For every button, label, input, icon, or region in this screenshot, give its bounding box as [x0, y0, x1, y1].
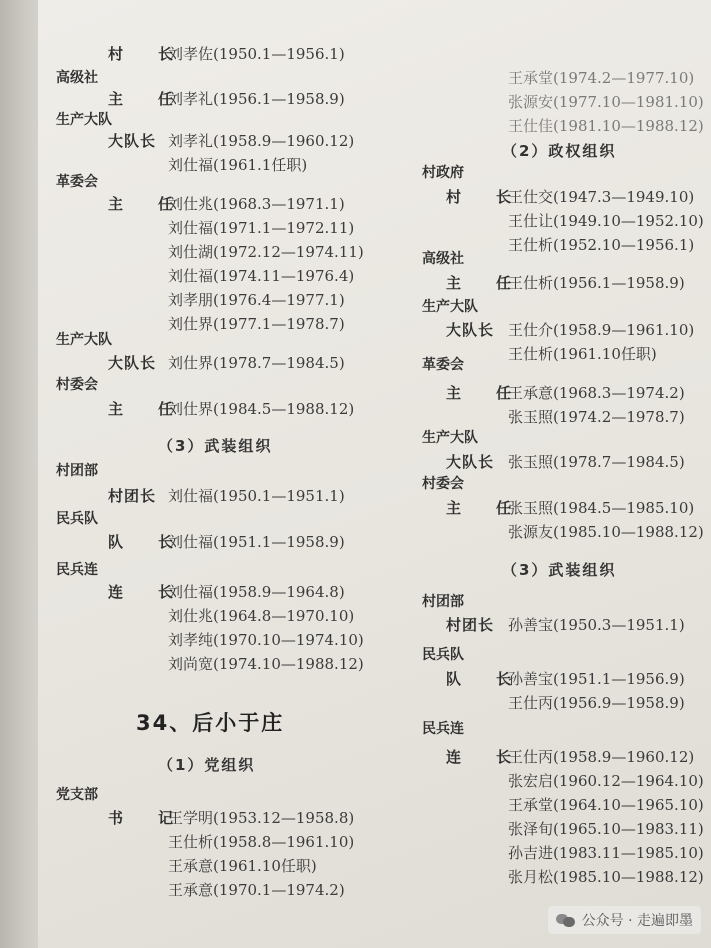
- org-heading: 民兵队: [422, 647, 464, 663]
- position-label: 队 长: [108, 533, 184, 551]
- officer-entry: 王仕让(1949.10—1952.10): [508, 212, 704, 230]
- section-heading: （3）武装组织: [502, 561, 617, 579]
- officer-entry: 张玉照(1984.5—1985.10): [508, 499, 695, 517]
- org-heading: 生产大队: [422, 299, 478, 315]
- officer-entry: 刘仕界(1978.7—1984.5): [168, 354, 345, 372]
- org-heading: 生产大队: [56, 112, 112, 128]
- position-label: 书 记: [108, 809, 184, 827]
- position-label: 主 任: [108, 400, 184, 418]
- officer-entry: 张源安(1977.10—1981.10): [508, 93, 704, 111]
- position-label: 大队长: [108, 354, 157, 372]
- officer-entry: 刘仕福(1958.9—1964.8): [168, 583, 345, 601]
- officer-entry: 王承意(1961.10任职): [168, 857, 317, 875]
- officer-entry: 王学明(1953.12—1958.8): [168, 809, 355, 827]
- officer-entry: 刘仕福(1974.11—1976.4): [168, 267, 355, 285]
- position-label: 队 长: [446, 670, 522, 688]
- officer-entry: 王仕析(1961.10任职): [508, 345, 657, 363]
- position-label: 主 任: [108, 90, 184, 108]
- officer-entry: 王仕丙(1956.9—1958.9): [508, 694, 685, 712]
- position-label: 主 任: [108, 195, 184, 213]
- watermark-text: 公众号 · 走遍即墨: [581, 913, 693, 929]
- officer-entry: 刘孝朋(1976.4—1977.1): [168, 291, 345, 309]
- officer-entry: 刘仕福(1950.1—1951.1): [168, 487, 345, 505]
- officer-entry: 刘仕福(1961.1任职): [168, 156, 308, 174]
- officer-entry: 王仕介(1958.9—1961.10): [508, 321, 695, 339]
- officer-entry: 张源友(1985.10—1988.12): [508, 523, 704, 541]
- org-heading: 村委会: [422, 476, 464, 492]
- officer-entry: 孙善宝(1950.3—1951.1): [508, 616, 685, 634]
- officer-entry: 孙善宝(1951.1—1956.9): [508, 670, 685, 688]
- officer-entry: 王仕佳(1981.10—1988.12): [508, 117, 704, 135]
- officer-entry: 刘孝礼(1958.9—1960.12): [168, 132, 355, 150]
- officer-entry: 刘孝纯(1970.10—1974.10): [168, 631, 364, 649]
- officer-entry: 刘仕福(1951.1—1958.9): [168, 533, 345, 551]
- section-heading: （2）政权组织: [502, 142, 617, 160]
- officer-entry: 王仕析(1956.1—1958.9): [508, 274, 685, 292]
- org-heading: 生产大队: [56, 332, 112, 348]
- position-label: 主 任: [446, 274, 522, 292]
- org-heading: 党支部: [56, 787, 98, 803]
- officer-entry: 刘仕兆(1964.8—1970.10): [168, 607, 355, 625]
- position-label: 连 长: [446, 748, 522, 766]
- position-label: 主 任: [446, 384, 522, 402]
- officer-entry: 王承意(1968.3—1974.2): [508, 384, 685, 402]
- officer-entry: 张玉照(1978.7—1984.5): [508, 453, 685, 471]
- officer-entry: 张玉照(1974.2—1978.7): [508, 408, 685, 426]
- officer-entry: 张月松(1985.10—1988.12): [508, 868, 704, 886]
- org-heading: 村团部: [56, 463, 98, 479]
- position-label: 村 长: [108, 45, 184, 63]
- wechat-icon: [556, 912, 576, 928]
- officer-entry: 孙吉进(1983.11—1985.10): [508, 844, 704, 862]
- org-heading: 高级社: [56, 70, 98, 86]
- org-heading: 高级社: [422, 251, 464, 267]
- officer-entry: 张泽旬(1965.10—1983.11): [508, 820, 704, 838]
- officer-entry: 王仕析(1958.8—1961.10): [168, 833, 355, 851]
- position-label: 大队长: [446, 453, 495, 471]
- officer-entry: 刘仕界(1984.5—1988.12): [168, 400, 355, 418]
- watermark: [548, 906, 701, 934]
- officer-entry: 王承意(1970.1—1974.2): [168, 881, 345, 899]
- officer-entry: 王承堂(1974.2—1977.10): [508, 69, 695, 87]
- officer-entry: 刘仕界(1977.1—1978.7): [168, 315, 345, 333]
- org-heading: 革委会: [422, 357, 464, 373]
- officer-entry: 刘仕兆(1968.3—1971.1): [168, 195, 345, 213]
- officer-entry: 王仕交(1947.3—1949.10): [508, 188, 695, 206]
- org-heading: 民兵连: [422, 721, 464, 737]
- officer-entry: 王仕丙(1958.9—1960.12): [508, 748, 695, 766]
- org-heading: 民兵连: [56, 562, 98, 578]
- officer-entry: 王仕析(1952.10—1956.1): [508, 236, 695, 254]
- position-label: 主 任: [446, 499, 522, 517]
- org-heading: 村委会: [56, 377, 98, 393]
- org-heading: 民兵队: [56, 511, 98, 527]
- section-heading: （1）党组织: [158, 756, 256, 774]
- officer-entry: 刘仕湖(1972.12—1974.11): [168, 243, 364, 261]
- position-label: 村团长: [108, 487, 157, 505]
- officer-entry: 刘尚宽(1974.10—1988.12): [168, 655, 364, 673]
- position-label: 村团长: [446, 616, 495, 634]
- officer-entry: 刘孝佐(1950.1—1956.1): [168, 45, 345, 63]
- officer-entry: 张宏启(1960.12—1964.10): [508, 772, 704, 790]
- org-heading: 村政府: [422, 165, 464, 181]
- org-heading: 生产大队: [422, 430, 478, 446]
- officer-entry: 王承堂(1964.10—1965.10): [508, 796, 704, 814]
- position-label: 村 长: [446, 188, 522, 206]
- officer-entry: 刘孝礼(1956.1—1958.9): [168, 90, 345, 108]
- village-title: 34、后小于庄: [136, 711, 285, 735]
- section-heading: （3）武装组织: [158, 437, 273, 455]
- org-heading: 革委会: [56, 174, 98, 190]
- position-label: 大队长: [446, 321, 495, 339]
- org-heading: 村团部: [422, 594, 464, 610]
- position-label: 大队长: [108, 132, 157, 150]
- officer-entry: 刘仕福(1971.1—1972.11): [168, 219, 355, 237]
- position-label: 连 长: [108, 583, 184, 601]
- book-page: [38, 0, 711, 948]
